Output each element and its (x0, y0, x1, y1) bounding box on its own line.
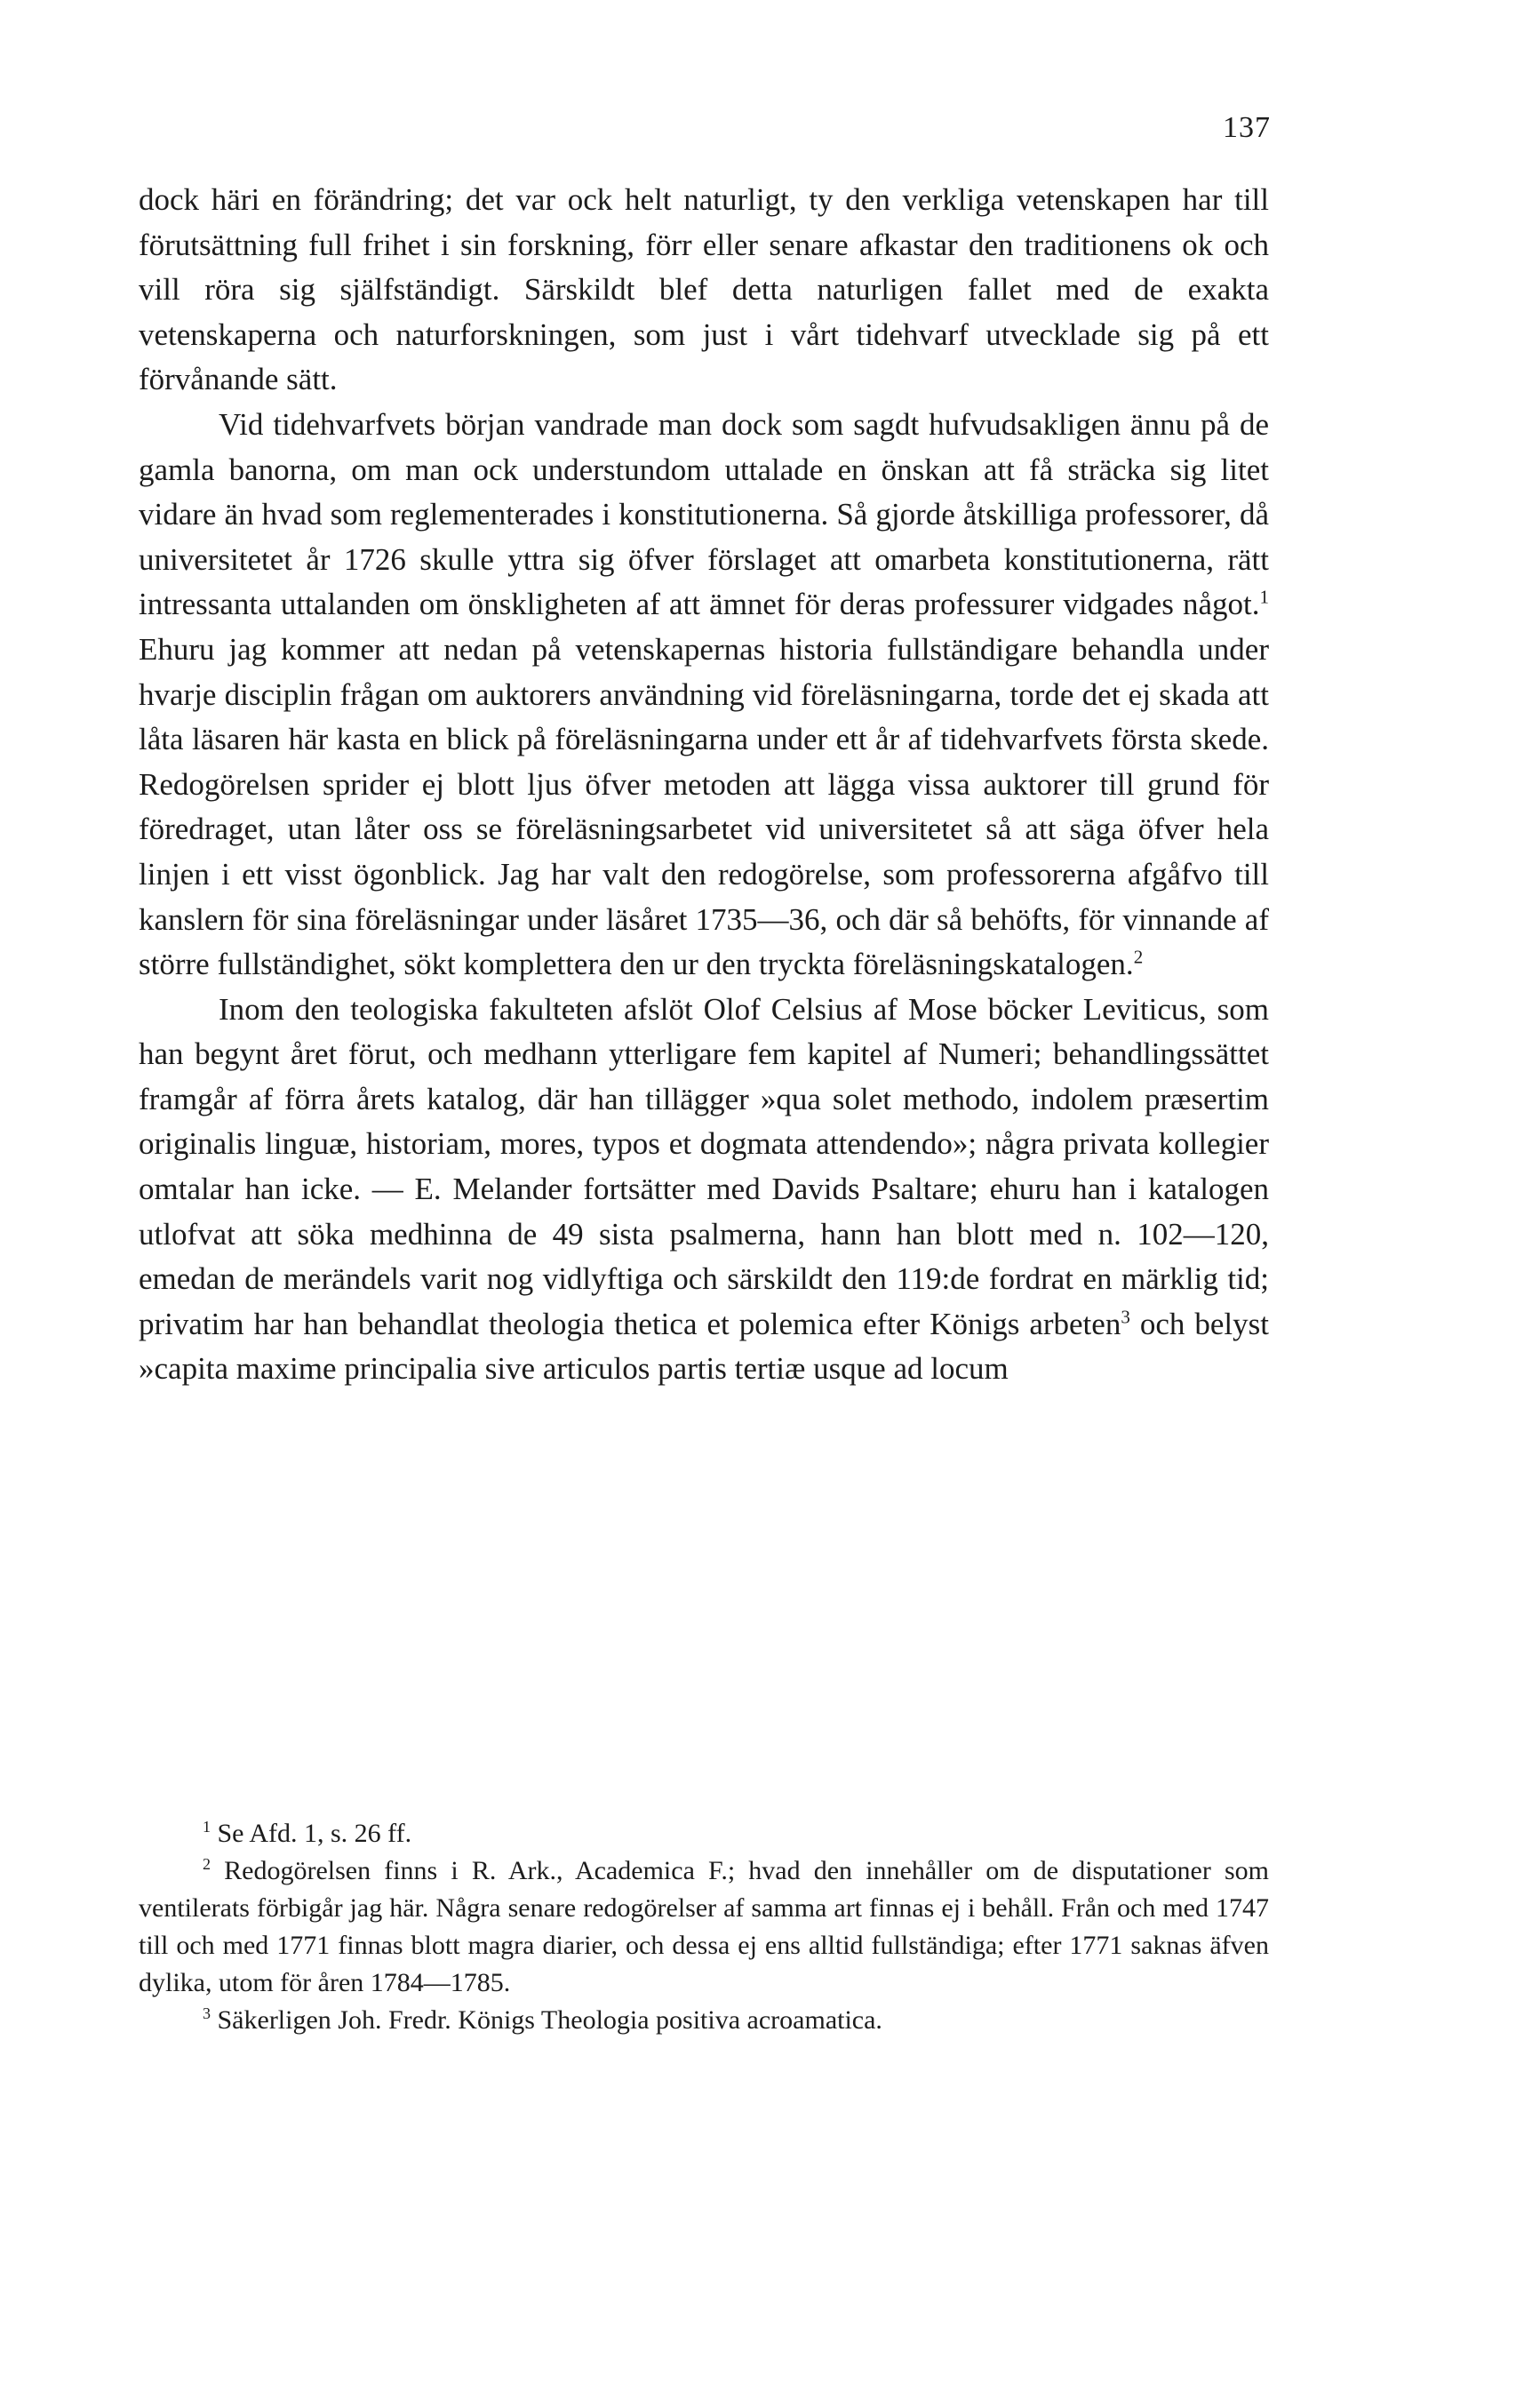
paragraph (139, 988, 1269, 1392)
footnote-text: Redogörelsen finns i R. Ark., Academica F.; hvad den innehåller om de disputationer som ventilerats förbigår jag här. Några senare redogörelser af samma art finnas ej i behåll. Från och med 1747 till och med 1771 finnas blott magra diarier, och dessa ej ens alltid fullständiga; efter 1771 saknas äfven dylika, utom för åren 1784—1785. (139, 1856, 1269, 1997)
footnote-text: Säkerligen Joh. Fredr. Königs Theologia positiva acroamatica. (211, 2005, 882, 2035)
paragraph-text: Vid tidehvarfvets början vandrade man dock som sagdt hufvudsakligen ännu på de gamla banorna, om man ock understundom uttalade en önskan att få sträcka sig litet vidare än hvad som reglementerades i konstitutionerna. Så gjorde åtskilliga professorer, då universitetet år 1726 skulle yttra sig öfver förslaget att omarbeta konstitutionerna, rätt intressanta uttalanden om önskligheten af att ämnet för deras professurer vidgades något. (139, 406, 1269, 622)
footnote-mark: 3 (203, 2004, 211, 2022)
footnote-reference: 1 (1259, 586, 1269, 608)
page-number: 137 (1223, 111, 1271, 144)
paragraph-text: Inom den teologiska fakulteten afslöt Olof Celsius af Mose böcker Leviticus, som han begynt året förut, och medhann ytterligare fem kapitel af Numeri; behandlingssättet framgår af förra årets katalog, där han tillägger »qua solet methodo, indolem præsertim originalis linguæ, historiam, mores, typos et dogmata attendendo»; några privata kollegier omtalar han icke. — E. Melander fortsätter med Davids Psaltare; ehuru han i katalogen utlofvat att söka medhinna de 49 sista psalmerna, hann han blott med n. 102—120, emedan de merändels varit nog vidlyftiga och särskildt den 119:de fordrat en märklig tid; privatim har han behandlat theologia thetica et polemica efter Königs arbeten (139, 991, 1269, 1341)
footnote (139, 1852, 1269, 2002)
paragraph-text: Ehuru jag kommer att nedan på vetenskapernas historia fullständigare behandla under hvarje disciplin frågan om auktorers användning vid föreläsningarna, torde det ej skada att låta läsaren här kasta en blick på föreläsningarna under ett år af tidehvarfvets första skede. Redogörelsen sprider ej blott ljus öfver metoden att lägga vissa auktorer till grund för föredraget, utan låter oss se föreläsningsarbetet vid universitetet så att säga öfver hela linjen i ett visst ögonblick. Jag har valt den redogörelse, som professorerna afgåfvo till kanslern för sina föreläsningar under läsåret 1735—36, och där så behöfts, för vinnande af större fullständighet, sökt komplettera den ur den tryckta föreläsningskatalogen. (139, 631, 1269, 982)
footnote-reference: 3 (1121, 1306, 1130, 1328)
footnote-reference: 2 (1133, 946, 1144, 968)
footnote-text: Se Afd. 1, s. 26 ff. (211, 1819, 412, 1848)
footnote (139, 1815, 1269, 1852)
footnotes (139, 1815, 1269, 2039)
body-text (139, 178, 1269, 1392)
paragraph-text: och belyst »capita maxime principalia sive articulos partis tertiæ usque ad locum (139, 1306, 1270, 1387)
paragraph-text: dock häri en förändring; det var ock helt naturligt, ty den verkliga vetenskapen har till förutsättning full frihet i sin forskning, förr eller senare afkastar den traditionens ok och vill röra sig själfständigt. Särskildt blef detta naturligen fallet med de exakta vetenskaperna och naturforskningen, som just i vårt tidehvarf utvecklade sig på ett förvånande sätt. (139, 182, 1269, 397)
footnote (139, 2002, 1269, 2039)
footnote-mark: 1 (203, 1818, 211, 1836)
paragraph (139, 403, 1269, 988)
footnote-mark: 2 (203, 1855, 211, 1873)
paragraph (139, 178, 1269, 403)
